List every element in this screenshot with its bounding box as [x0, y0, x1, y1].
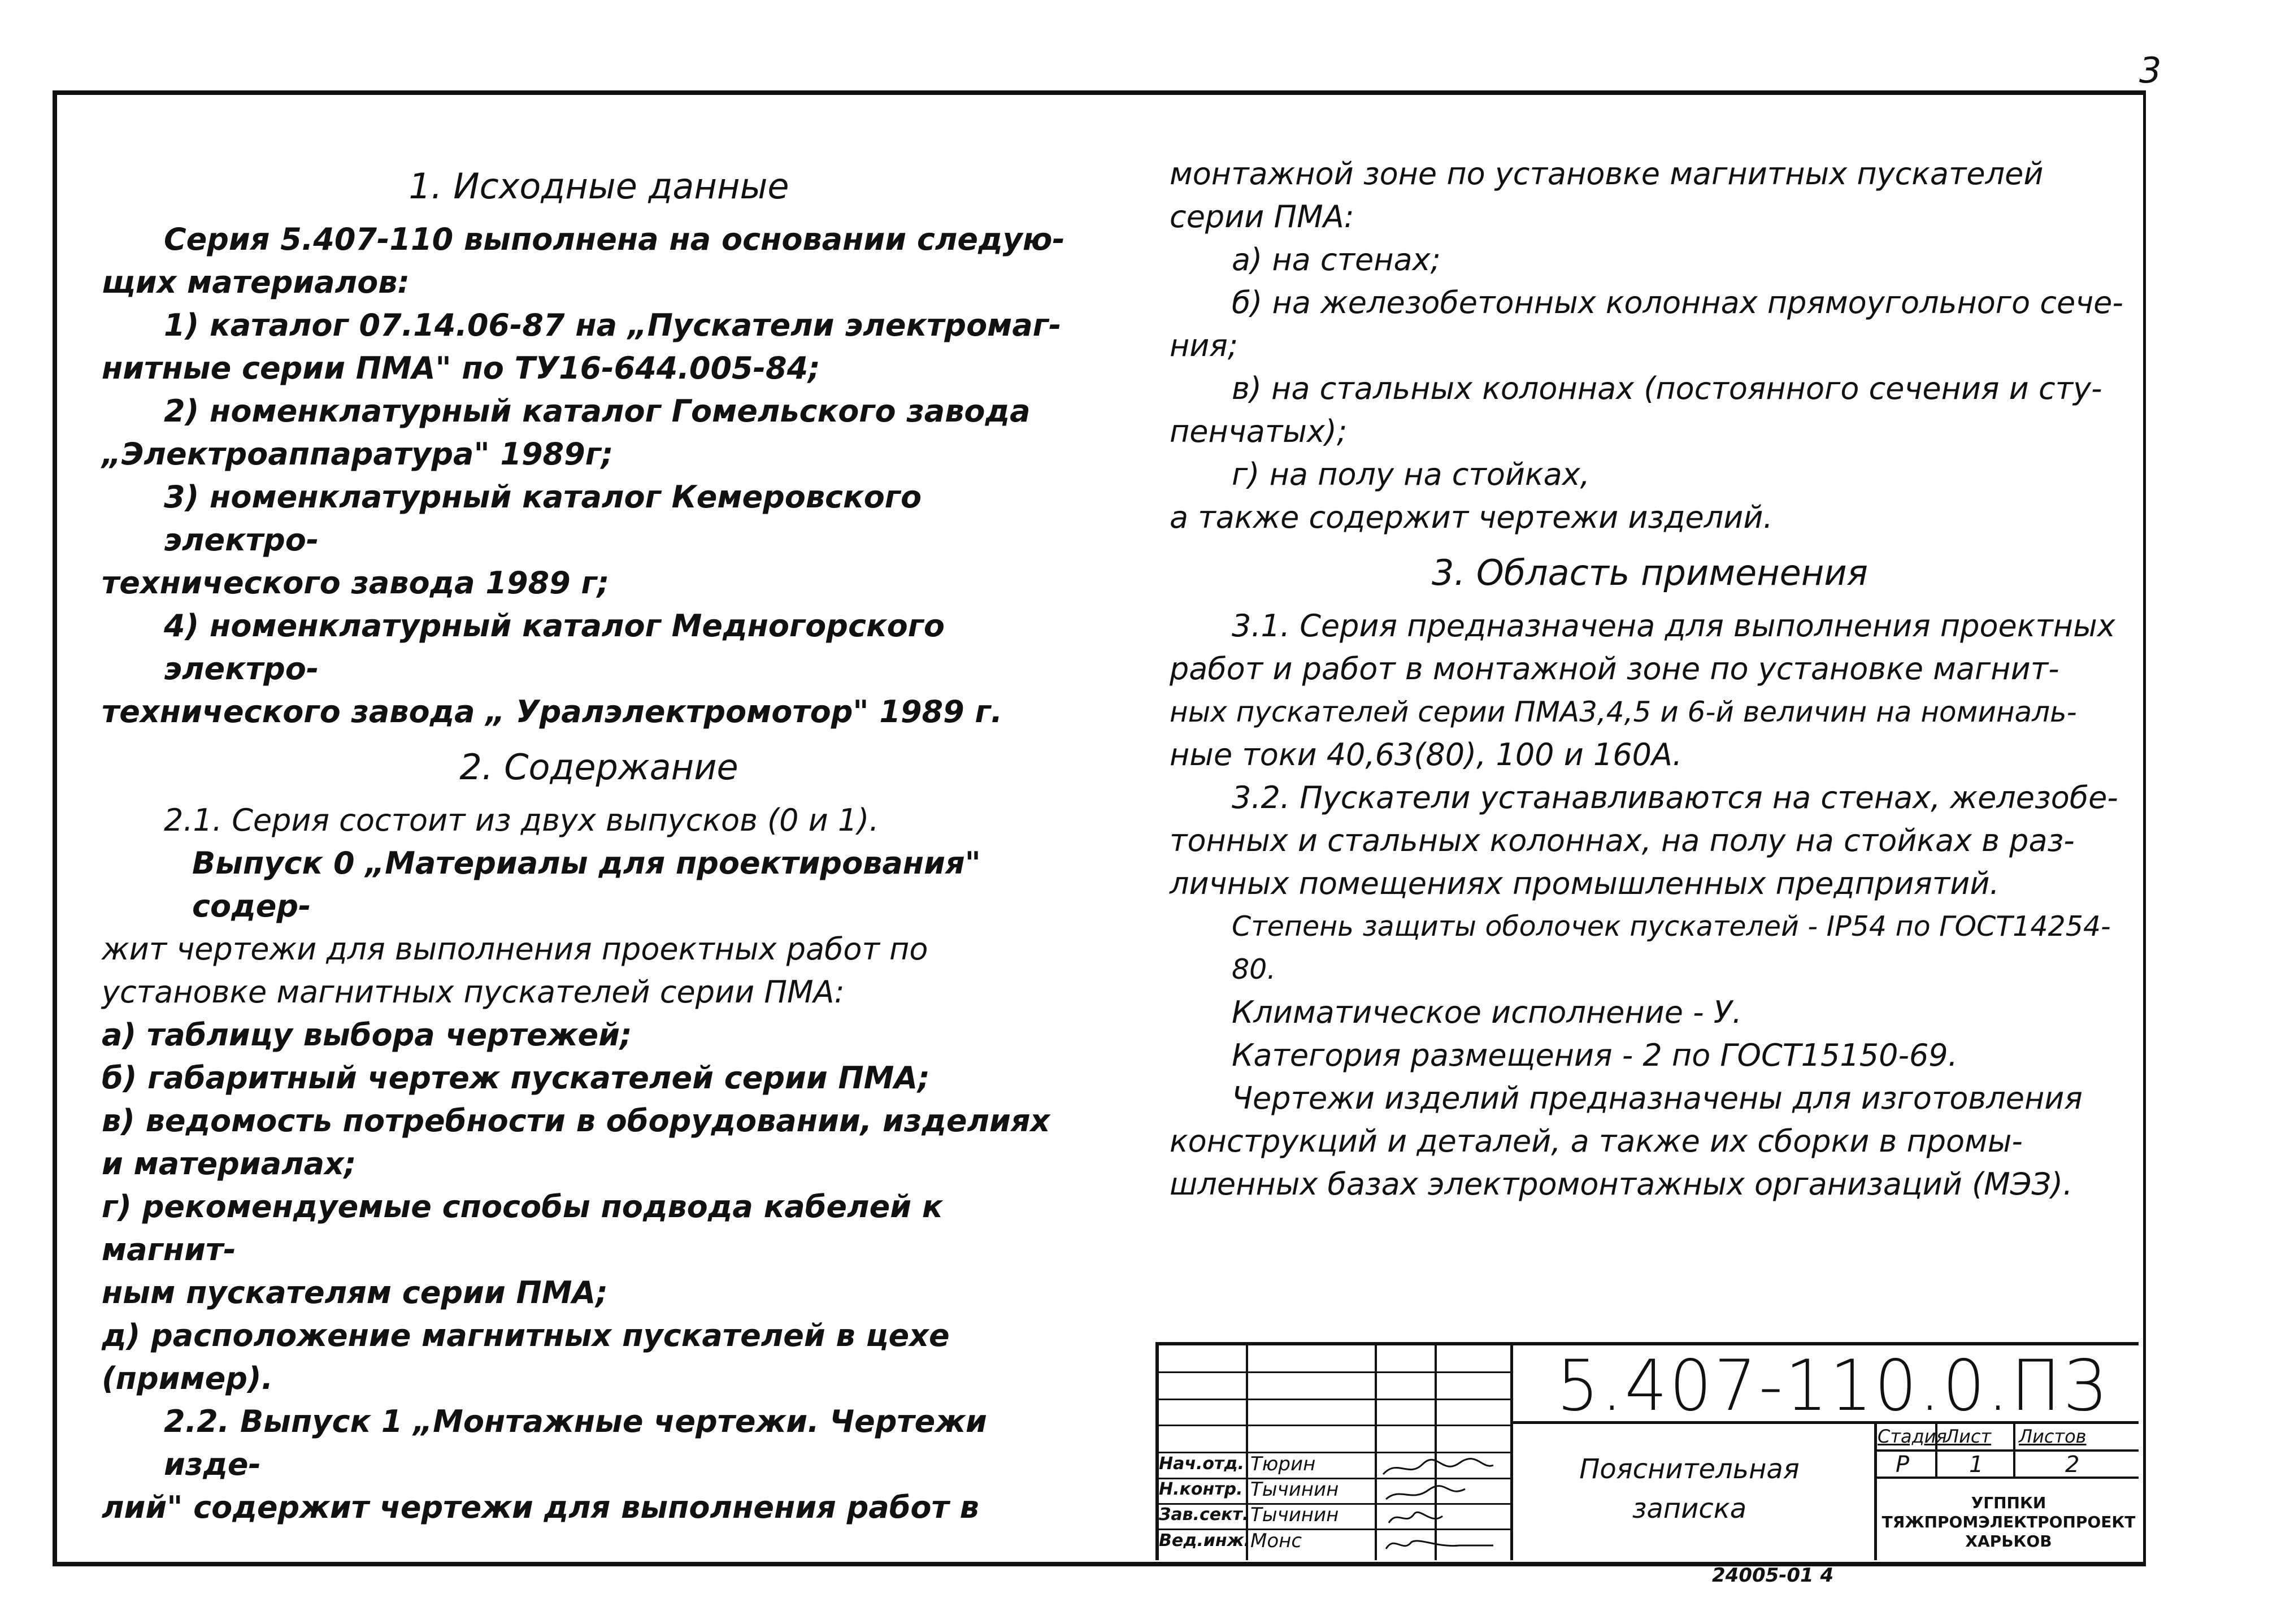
- name-3: Тычинин: [1250, 1504, 1339, 1526]
- issue-1-item-b: б) на железобетонных колоннах прямоугольного сече-: [1232, 285, 2123, 320]
- title-block: [1155, 1342, 2139, 1560]
- role-norm-control: Н.контр.: [1159, 1479, 1243, 1499]
- document-code: 5.407-110.0.ПЗ: [1557, 1344, 2108, 1427]
- issue-1-item-b-cont: ния;: [1170, 328, 1239, 363]
- issue-0-line-2: жит чертежи для выполнения проектных работ по: [102, 931, 928, 967]
- issue-1-item-v-cont: пенчатых);: [1170, 414, 1348, 449]
- source-item-2-cont: „Электроаппаратура" 1989г;: [102, 436, 614, 472]
- role-head: Нач.отд.: [1159, 1454, 1244, 1474]
- issue-1-line-1: монтажной зоне по установке магнитных пускателей: [1170, 156, 2044, 192]
- placement-category: Категория размещения - 2 по ГОСТ15150-69.: [1232, 1037, 1958, 1073]
- clause-3-2-line-2: тонных и стальных колоннах, на полу на стойках в раз-: [1170, 823, 2075, 858]
- issue-1-item-v: в) на стальных колоннах (постоянного сечения и сту-: [1232, 371, 2102, 406]
- sheets-header: Листов: [2019, 1426, 2087, 1447]
- role-sector-head: Зав.сект.: [1159, 1505, 1249, 1525]
- source-item-4: 4) номенклатурный каталог Медногорского электро-: [164, 608, 945, 687]
- organization-line-1: УГППКИ: [1971, 1493, 2046, 1512]
- drawings-line-2: конструкций и деталей, а также их сборки в промы-: [1170, 1123, 2023, 1159]
- issue-1-end: а также содержит чертежи изделий.: [1170, 500, 1773, 535]
- name-1: Тюрин: [1250, 1453, 1316, 1475]
- clause-3-2-line-1: 3.2. Пускатели устанавливаются на стенах, железобе-: [1232, 780, 2118, 815]
- issue-0-line-3: установке магнитных пускателей серии ПМА:: [102, 974, 845, 1010]
- issue-0-line-1: Выпуск 0 „Материалы для проектирования" содер-: [192, 845, 981, 924]
- footer-code: 24005-01 4: [1712, 1564, 1834, 1587]
- issue-0-item-v-cont: и материалах;: [102, 1146, 357, 1182]
- climate-version: Климатическое исполнение - У.: [1232, 995, 1742, 1030]
- source-item-2: 2) номенклатурный каталог Гомельского завода: [164, 393, 1031, 429]
- stage-header: Стадия: [1878, 1426, 1947, 1447]
- issue-0-item-g: г) рекомендуемые способы подвода кабелей к магнит-: [102, 1189, 943, 1267]
- issue-0-item-d-cont: (пример).: [102, 1361, 273, 1396]
- issue-1-item-a: а) на стенах;: [1232, 242, 1441, 277]
- stage-value: Р: [1896, 1452, 1910, 1478]
- page-number: 3: [2139, 50, 2162, 91]
- organization-line-2: ТЯЖПРОМЭЛЕКТРОПРОЕКТ: [1881, 1513, 2136, 1531]
- sheets-value: 2: [2065, 1452, 2080, 1478]
- source-item-3-cont: технического завода 1989 г;: [102, 565, 610, 601]
- source-item-3: 3) номенклатурный каталог Кемеровского электро-: [164, 479, 922, 558]
- organization-line-3: ХАРЬКОВ: [1965, 1532, 2052, 1551]
- source-item-4-cont: технического завода „ Уралэлектромотор" 1989 г.: [102, 694, 1003, 730]
- clause-3-1-line-2: работ и работ в монтажной зоне по установке магнит-: [1170, 651, 2059, 687]
- role-lead-engineer: Вед.инж.: [1159, 1531, 1250, 1551]
- heading-application: 3. Область применения: [1432, 552, 1868, 593]
- source-item-1: 1) каталог 07.14.06-87 на „Пускатели электромаг-: [164, 307, 1062, 343]
- document-title-line-1: Пояснительная: [1579, 1453, 1800, 1485]
- name-2: Тычинин: [1250, 1478, 1339, 1501]
- clause-3-1-line-3: ных пускателей серии ПМА3,4,5 и 6-й величин на номиналь-: [1170, 696, 2077, 728]
- document-title: [1523, 1449, 1856, 1529]
- drawings-line-1: Чертежи изделий предназначены для изготовления: [1232, 1080, 2083, 1116]
- right-column: [1170, 153, 2130, 1206]
- clause-3-2-line-3: личных помещениях промышленных предприятий.: [1170, 866, 2000, 901]
- organization: [1879, 1493, 2139, 1551]
- heading-contents: 2. Содержание: [459, 746, 738, 788]
- issue-0-item-a: а) таблицу выбора чертежей;: [102, 1017, 632, 1053]
- source-item-1-cont: нитные серии ПМА" по ТУ16-644.005-84;: [102, 350, 820, 386]
- name-4: Монс: [1250, 1530, 1302, 1552]
- heading-initial-data: 1. Исходные данные: [409, 166, 789, 207]
- paragraph-series-cont: щих материалов:: [102, 264, 410, 300]
- clause-2-1: 2.1. Серия состоит из двух выпусков (0 и 1).: [164, 802, 879, 838]
- sheet-header: Лист: [1945, 1426, 1992, 1447]
- signatures: [1380, 1453, 1510, 1558]
- issue-0-item-b: б) габаритный чертеж пускателей серии ПМА;: [102, 1060, 930, 1096]
- paragraph-series: Серия 5.407-110 выполнена на основании следую-: [164, 222, 1065, 257]
- issue-1-line-2: серии ПМА:: [1170, 199, 1354, 235]
- issue-0-item-v: в) ведомость потребности в оборудовании, изделиях: [102, 1103, 1050, 1139]
- document-title-line-2: записка: [1632, 1493, 1747, 1525]
- issue-1-item-g: г) на полу на стойках,: [1232, 457, 1590, 492]
- clause-3-1-line-1: 3.1. Серия предназначена для выполнения проектных: [1232, 608, 2115, 644]
- issue-0-item-g-cont: ным пускателям серии ПМА;: [102, 1275, 608, 1310]
- sheet-value: 1: [1969, 1452, 1984, 1478]
- drawings-line-3: шленных базах электромонтажных организаций (МЭЗ).: [1170, 1166, 2073, 1202]
- left-column: [102, 153, 1074, 1529]
- clause-3-1-line-4: ные токи 40,63(80), 100 и 160А.: [1170, 737, 1683, 772]
- clause-2-2-cont: лий" содержит чертежи для выполнения работ в: [102, 1490, 979, 1525]
- issue-0-item-d: д) расположение магнитных пускателей в цехе: [102, 1318, 950, 1353]
- protection-degree: Степень защиты оболочек пускателей - IP54 по ГОСТ14254-80.: [1232, 910, 2111, 985]
- clause-2-2: 2.2. Выпуск 1 „Монтажные чертежи. Чертежи изде-: [164, 1404, 987, 1482]
